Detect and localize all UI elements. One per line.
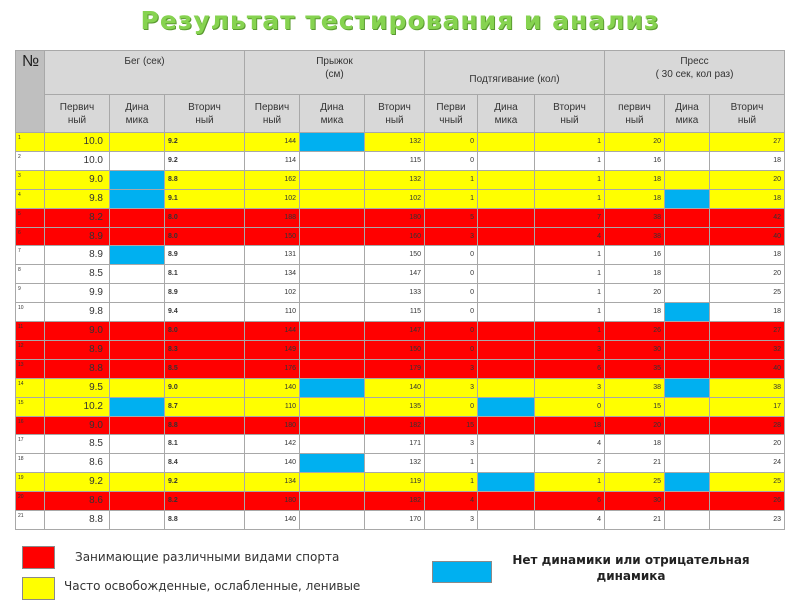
cell-pull-primary: 1 (425, 190, 478, 209)
row-number: 20 (15, 492, 45, 511)
header-sub-run-2: Вторич ный (165, 95, 245, 133)
cell-press-dynamics (665, 209, 710, 228)
header-group-run: Бег (сек) (45, 50, 245, 95)
cell-pull-secondary: 1 (535, 303, 605, 322)
cell-press-secondary: 18 (710, 246, 785, 265)
cell-jump-primary: 134 (245, 473, 300, 492)
cell-run-dynamics (110, 284, 165, 303)
cell-pull-dynamics (478, 322, 535, 341)
cell-pull-secondary: 1 (535, 190, 605, 209)
cell-run-secondary: 8.9 (165, 284, 245, 303)
cell-press-secondary: 40 (710, 228, 785, 247)
cell-jump-primary: 134 (245, 265, 300, 284)
cell-run-primary: 8.2 (45, 209, 110, 228)
cell-pull-dynamics (478, 511, 535, 530)
cell-press-primary: 15 (605, 398, 665, 417)
cell-jump-primary: 144 (245, 133, 300, 152)
cell-press-dynamics (665, 435, 710, 454)
cell-run-secondary: 8.7 (165, 398, 245, 417)
cell-pull-secondary: 1 (535, 171, 605, 190)
cell-press-primary: 38 (605, 379, 665, 398)
cell-pull-dynamics (478, 473, 535, 492)
cell-pull-secondary: 1 (535, 133, 605, 152)
legend-yellow-swatch (22, 577, 55, 600)
cell-run-dynamics (110, 473, 165, 492)
cell-jump-primary: 140 (245, 454, 300, 473)
cell-jump-primary: 188 (245, 209, 300, 228)
cell-press-secondary: 17 (710, 398, 785, 417)
cell-pull-secondary: 7 (535, 209, 605, 228)
cell-press-secondary: 20 (710, 171, 785, 190)
cell-press-secondary: 40 (710, 360, 785, 379)
row-number: 8 (15, 265, 45, 284)
cell-jump-secondary: 115 (365, 152, 425, 171)
cell-pull-primary: 3 (425, 228, 478, 247)
cell-jump-dynamics (300, 511, 365, 530)
header-group-jump: Прыжок (см) (245, 50, 425, 95)
row-number: 19 (15, 473, 45, 492)
cell-pull-primary: 0 (425, 322, 478, 341)
cell-pull-secondary: 1 (535, 246, 605, 265)
cell-pull-primary: 1 (425, 473, 478, 492)
cell-press-dynamics (665, 511, 710, 530)
row-number: 17 (15, 435, 45, 454)
cell-run-dynamics (110, 417, 165, 436)
cell-run-dynamics (110, 265, 165, 284)
cell-pull-secondary: 1 (535, 265, 605, 284)
cell-press-secondary: 18 (710, 303, 785, 322)
cell-pull-dynamics (478, 341, 535, 360)
row-number: 13 (15, 360, 45, 379)
cell-run-secondary: 8.0 (165, 322, 245, 341)
legend-blue-text: Нет динамики или отрицательная динамика (512, 553, 750, 583)
cell-jump-primary: 180 (245, 417, 300, 436)
cell-press-dynamics (665, 284, 710, 303)
header-group-pull: Подтягивание (кол) (425, 50, 605, 95)
cell-jump-secondary: 135 (365, 398, 425, 417)
row-number: 3 (15, 171, 45, 190)
cell-jump-primary: 140 (245, 511, 300, 530)
header-sub-press-2: Вторич ный (710, 95, 785, 133)
header-sub-run-1: Дина мика (110, 95, 165, 133)
cell-press-dynamics (665, 492, 710, 511)
cell-pull-primary: 1 (425, 171, 478, 190)
cell-run-dynamics (110, 133, 165, 152)
cell-jump-secondary: 102 (365, 190, 425, 209)
header-sub-jump-1: Дина мика (300, 95, 365, 133)
cell-jump-secondary: 160 (365, 228, 425, 247)
header-group-press: Пресс ( 30 сек, кол раз) (605, 50, 785, 95)
cell-press-dynamics (665, 303, 710, 322)
cell-run-primary: 8.5 (45, 435, 110, 454)
cell-pull-dynamics (478, 209, 535, 228)
cell-press-dynamics (665, 417, 710, 436)
cell-jump-dynamics (300, 473, 365, 492)
cell-jump-dynamics (300, 492, 365, 511)
cell-jump-dynamics (300, 152, 365, 171)
row-number: 6 (15, 228, 45, 247)
cell-press-dynamics (665, 454, 710, 473)
cell-jump-dynamics (300, 303, 365, 322)
cell-pull-dynamics (478, 398, 535, 417)
row-number: 2 (15, 152, 45, 171)
cell-run-primary: 8.8 (45, 511, 110, 530)
cell-run-dynamics (110, 171, 165, 190)
cell-press-primary: 18 (605, 171, 665, 190)
cell-run-dynamics (110, 379, 165, 398)
cell-jump-primary: 176 (245, 360, 300, 379)
cell-pull-primary: 3 (425, 435, 478, 454)
cell-jump-dynamics (300, 284, 365, 303)
cell-press-primary: 38 (605, 209, 665, 228)
cell-press-dynamics (665, 473, 710, 492)
cell-pull-primary: 5 (425, 209, 478, 228)
row-number: 7 (15, 246, 45, 265)
cell-press-secondary: 26 (710, 492, 785, 511)
cell-run-secondary: 9.1 (165, 190, 245, 209)
cell-pull-secondary: 1 (535, 473, 605, 492)
cell-jump-secondary: 133 (365, 284, 425, 303)
cell-press-secondary: 25 (710, 473, 785, 492)
header-sub-pull-0: Перви чный (425, 95, 478, 133)
cell-run-dynamics (110, 341, 165, 360)
cell-pull-dynamics (478, 133, 535, 152)
cell-jump-primary: 162 (245, 171, 300, 190)
header-sub-run-0: Первич ный (45, 95, 110, 133)
cell-pull-primary: 3 (425, 511, 478, 530)
cell-jump-secondary: 115 (365, 303, 425, 322)
cell-run-dynamics (110, 454, 165, 473)
row-number: 5 (15, 209, 45, 228)
cell-pull-primary: 0 (425, 152, 478, 171)
cell-pull-primary: 0 (425, 246, 478, 265)
cell-press-dynamics (665, 341, 710, 360)
row-number: 16 (15, 417, 45, 436)
cell-jump-dynamics (300, 228, 365, 247)
cell-jump-secondary: 150 (365, 341, 425, 360)
cell-pull-dynamics (478, 417, 535, 436)
header-sub-pull-1: Дина мика (478, 95, 535, 133)
row-number: 4 (15, 190, 45, 209)
cell-jump-primary: 110 (245, 303, 300, 322)
cell-run-dynamics (110, 322, 165, 341)
cell-press-dynamics (665, 190, 710, 209)
cell-press-primary: 35 (605, 360, 665, 379)
cell-run-primary: 8.5 (45, 265, 110, 284)
header-sub-jump-0: Первич ный (245, 95, 300, 133)
cell-pull-dynamics (478, 171, 535, 190)
cell-run-secondary: 9.2 (165, 133, 245, 152)
cell-pull-primary: 15 (425, 417, 478, 436)
cell-jump-dynamics (300, 209, 365, 228)
cell-jump-secondary: 180 (365, 209, 425, 228)
cell-press-dynamics (665, 265, 710, 284)
cell-pull-dynamics (478, 360, 535, 379)
cell-run-dynamics (110, 209, 165, 228)
cell-jump-primary: 102 (245, 284, 300, 303)
cell-run-primary: 9.0 (45, 417, 110, 436)
cell-jump-primary: 149 (245, 341, 300, 360)
cell-press-dynamics (665, 398, 710, 417)
cell-jump-secondary: 170 (365, 511, 425, 530)
cell-pull-dynamics (478, 492, 535, 511)
cell-pull-secondary: 2 (535, 454, 605, 473)
cell-pull-primary: 0 (425, 398, 478, 417)
cell-pull-dynamics (478, 190, 535, 209)
cell-run-dynamics (110, 152, 165, 171)
page-title: Результат тестирования и анализ (140, 6, 660, 35)
cell-press-secondary: 28 (710, 417, 785, 436)
cell-pull-dynamics (478, 284, 535, 303)
cell-run-secondary: 8.8 (165, 511, 245, 530)
row-number: 9 (15, 284, 45, 303)
cell-run-secondary: 8.3 (165, 341, 245, 360)
cell-run-primary: 10.2 (45, 398, 110, 417)
cell-press-dynamics (665, 322, 710, 341)
cell-jump-secondary: 150 (365, 246, 425, 265)
cell-press-dynamics (665, 152, 710, 171)
cell-pull-primary: 4 (425, 492, 478, 511)
cell-press-primary: 18 (605, 303, 665, 322)
cell-pull-secondary: 1 (535, 322, 605, 341)
legend-red-text: Занимающие различными видами спорта (75, 550, 340, 564)
cell-pull-secondary: 6 (535, 492, 605, 511)
cell-run-secondary: 9.4 (165, 303, 245, 322)
cell-jump-primary: 102 (245, 190, 300, 209)
cell-pull-dynamics (478, 152, 535, 171)
header-sub-jump-2: Вторич ный (365, 95, 425, 133)
cell-jump-dynamics (300, 360, 365, 379)
header-sub-press-1: Дина мика (665, 95, 710, 133)
row-number: 21 (15, 511, 45, 530)
cell-pull-primary: 0 (425, 303, 478, 322)
cell-run-secondary: 8.8 (165, 171, 245, 190)
cell-run-secondary: 8.2 (165, 492, 245, 511)
cell-run-primary: 10.0 (45, 152, 110, 171)
cell-press-primary: 30 (605, 492, 665, 511)
cell-run-dynamics (110, 360, 165, 379)
cell-run-dynamics (110, 303, 165, 322)
cell-press-secondary: 25 (710, 284, 785, 303)
cell-jump-secondary: 119 (365, 473, 425, 492)
cell-press-primary: 25 (605, 473, 665, 492)
legend-yellow-text: Часто освобожденные, ослабленные, ленивые (64, 579, 361, 593)
cell-press-secondary: 24 (710, 454, 785, 473)
cell-press-primary: 21 (605, 511, 665, 530)
cell-run-primary: 9.9 (45, 284, 110, 303)
cell-pull-dynamics (478, 228, 535, 247)
cell-jump-dynamics (300, 265, 365, 284)
cell-press-secondary: 27 (710, 322, 785, 341)
cell-press-dynamics (665, 379, 710, 398)
cell-jump-dynamics (300, 379, 365, 398)
cell-press-secondary: 20 (710, 435, 785, 454)
cell-jump-secondary: 147 (365, 322, 425, 341)
cell-pull-secondary: 3 (535, 341, 605, 360)
cell-jump-secondary: 182 (365, 417, 425, 436)
cell-jump-secondary: 171 (365, 435, 425, 454)
legend-red-swatch (22, 546, 55, 569)
cell-press-primary: 38 (605, 228, 665, 247)
cell-press-dynamics (665, 171, 710, 190)
cell-run-secondary: 8.0 (165, 228, 245, 247)
cell-press-dynamics (665, 228, 710, 247)
cell-jump-dynamics (300, 417, 365, 436)
cell-pull-secondary: 1 (535, 284, 605, 303)
cell-pull-primary: 3 (425, 379, 478, 398)
cell-run-primary: 10.0 (45, 133, 110, 152)
cell-run-secondary: 9.0 (165, 379, 245, 398)
cell-press-primary: 21 (605, 454, 665, 473)
cell-press-primary: 20 (605, 417, 665, 436)
cell-press-secondary: 18 (710, 152, 785, 171)
cell-run-secondary: 8.9 (165, 246, 245, 265)
row-number: 14 (15, 379, 45, 398)
legend-blue-swatch (432, 561, 492, 583)
cell-press-dynamics (665, 360, 710, 379)
cell-pull-secondary: 4 (535, 511, 605, 530)
cell-press-secondary: 38 (710, 379, 785, 398)
cell-jump-secondary: 140 (365, 379, 425, 398)
cell-press-primary: 18 (605, 265, 665, 284)
cell-jump-dynamics (300, 246, 365, 265)
cell-run-primary: 8.6 (45, 454, 110, 473)
row-number: 12 (15, 341, 45, 360)
cell-press-primary: 30 (605, 341, 665, 360)
cell-run-primary: 8.9 (45, 341, 110, 360)
cell-pull-dynamics (478, 435, 535, 454)
cell-pull-secondary: 6 (535, 360, 605, 379)
header-no: № (15, 50, 45, 133)
cell-jump-secondary: 132 (365, 133, 425, 152)
cell-press-primary: 16 (605, 246, 665, 265)
cell-pull-secondary: 0 (535, 398, 605, 417)
row-number: 15 (15, 398, 45, 417)
cell-run-dynamics (110, 492, 165, 511)
cell-jump-secondary: 179 (365, 360, 425, 379)
cell-pull-secondary: 4 (535, 228, 605, 247)
cell-pull-dynamics (478, 454, 535, 473)
cell-jump-dynamics (300, 171, 365, 190)
cell-press-secondary: 20 (710, 265, 785, 284)
cell-press-dynamics (665, 246, 710, 265)
cell-jump-primary: 131 (245, 246, 300, 265)
cell-jump-secondary: 132 (365, 454, 425, 473)
cell-jump-secondary: 182 (365, 492, 425, 511)
cell-press-secondary: 23 (710, 511, 785, 530)
cell-run-dynamics (110, 190, 165, 209)
cell-run-primary: 8.6 (45, 492, 110, 511)
cell-jump-dynamics (300, 341, 365, 360)
header-sub-press-0: первич ный (605, 95, 665, 133)
cell-run-primary: 8.9 (45, 246, 110, 265)
cell-jump-dynamics (300, 435, 365, 454)
cell-press-primary: 20 (605, 133, 665, 152)
cell-run-primary: 9.2 (45, 473, 110, 492)
cell-run-primary: 8.9 (45, 228, 110, 247)
header-sub-pull-2: Вторич ный (535, 95, 605, 133)
cell-press-primary: 18 (605, 190, 665, 209)
cell-jump-primary: 142 (245, 435, 300, 454)
cell-press-secondary: 32 (710, 341, 785, 360)
cell-pull-secondary: 4 (535, 435, 605, 454)
cell-pull-primary: 3 (425, 360, 478, 379)
cell-run-primary: 9.5 (45, 379, 110, 398)
cell-press-dynamics (665, 133, 710, 152)
cell-run-primary: 9.8 (45, 303, 110, 322)
cell-jump-primary: 150 (245, 228, 300, 247)
cell-jump-primary: 110 (245, 398, 300, 417)
cell-run-secondary: 8.8 (165, 417, 245, 436)
cell-press-primary: 18 (605, 435, 665, 454)
cell-pull-secondary: 3 (535, 379, 605, 398)
cell-jump-dynamics (300, 190, 365, 209)
cell-run-secondary: 8.1 (165, 435, 245, 454)
cell-jump-secondary: 132 (365, 171, 425, 190)
cell-pull-primary: 0 (425, 284, 478, 303)
cell-jump-primary: 180 (245, 492, 300, 511)
cell-run-dynamics (110, 511, 165, 530)
cell-run-primary: 8.8 (45, 360, 110, 379)
cell-run-secondary: 8.0 (165, 209, 245, 228)
cell-press-primary: 16 (605, 152, 665, 171)
cell-pull-primary: 0 (425, 341, 478, 360)
cell-pull-dynamics (478, 265, 535, 284)
cell-run-primary: 9.0 (45, 322, 110, 341)
results-table (15, 50, 785, 530)
cell-pull-primary: 1 (425, 454, 478, 473)
cell-press-primary: 26 (605, 322, 665, 341)
cell-jump-dynamics (300, 133, 365, 152)
cell-press-secondary: 18 (710, 190, 785, 209)
cell-run-secondary: 9.2 (165, 473, 245, 492)
cell-jump-dynamics (300, 398, 365, 417)
cell-run-secondary: 8.1 (165, 265, 245, 284)
cell-jump-dynamics (300, 322, 365, 341)
row-number: 18 (15, 454, 45, 473)
row-number: 1 (15, 133, 45, 152)
cell-run-dynamics (110, 435, 165, 454)
cell-run-secondary: 8.5 (165, 360, 245, 379)
cell-press-secondary: 42 (710, 209, 785, 228)
cell-run-dynamics (110, 246, 165, 265)
cell-jump-dynamics (300, 454, 365, 473)
cell-run-primary: 9.0 (45, 171, 110, 190)
row-number: 10 (15, 303, 45, 322)
cell-jump-primary: 140 (245, 379, 300, 398)
cell-pull-dynamics (478, 303, 535, 322)
cell-pull-dynamics (478, 246, 535, 265)
cell-press-primary: 20 (605, 284, 665, 303)
cell-pull-primary: 0 (425, 265, 478, 284)
cell-pull-secondary: 1 (535, 152, 605, 171)
cell-run-secondary: 9.2 (165, 152, 245, 171)
cell-run-dynamics (110, 398, 165, 417)
cell-jump-primary: 114 (245, 152, 300, 171)
cell-run-dynamics (110, 228, 165, 247)
cell-run-primary: 9.8 (45, 190, 110, 209)
cell-jump-primary: 144 (245, 322, 300, 341)
row-number: 11 (15, 322, 45, 341)
cell-run-secondary: 8.4 (165, 454, 245, 473)
cell-pull-secondary: 18 (535, 417, 605, 436)
cell-press-secondary: 27 (710, 133, 785, 152)
cell-pull-primary: 0 (425, 133, 478, 152)
cell-jump-secondary: 147 (365, 265, 425, 284)
cell-pull-dynamics (478, 379, 535, 398)
